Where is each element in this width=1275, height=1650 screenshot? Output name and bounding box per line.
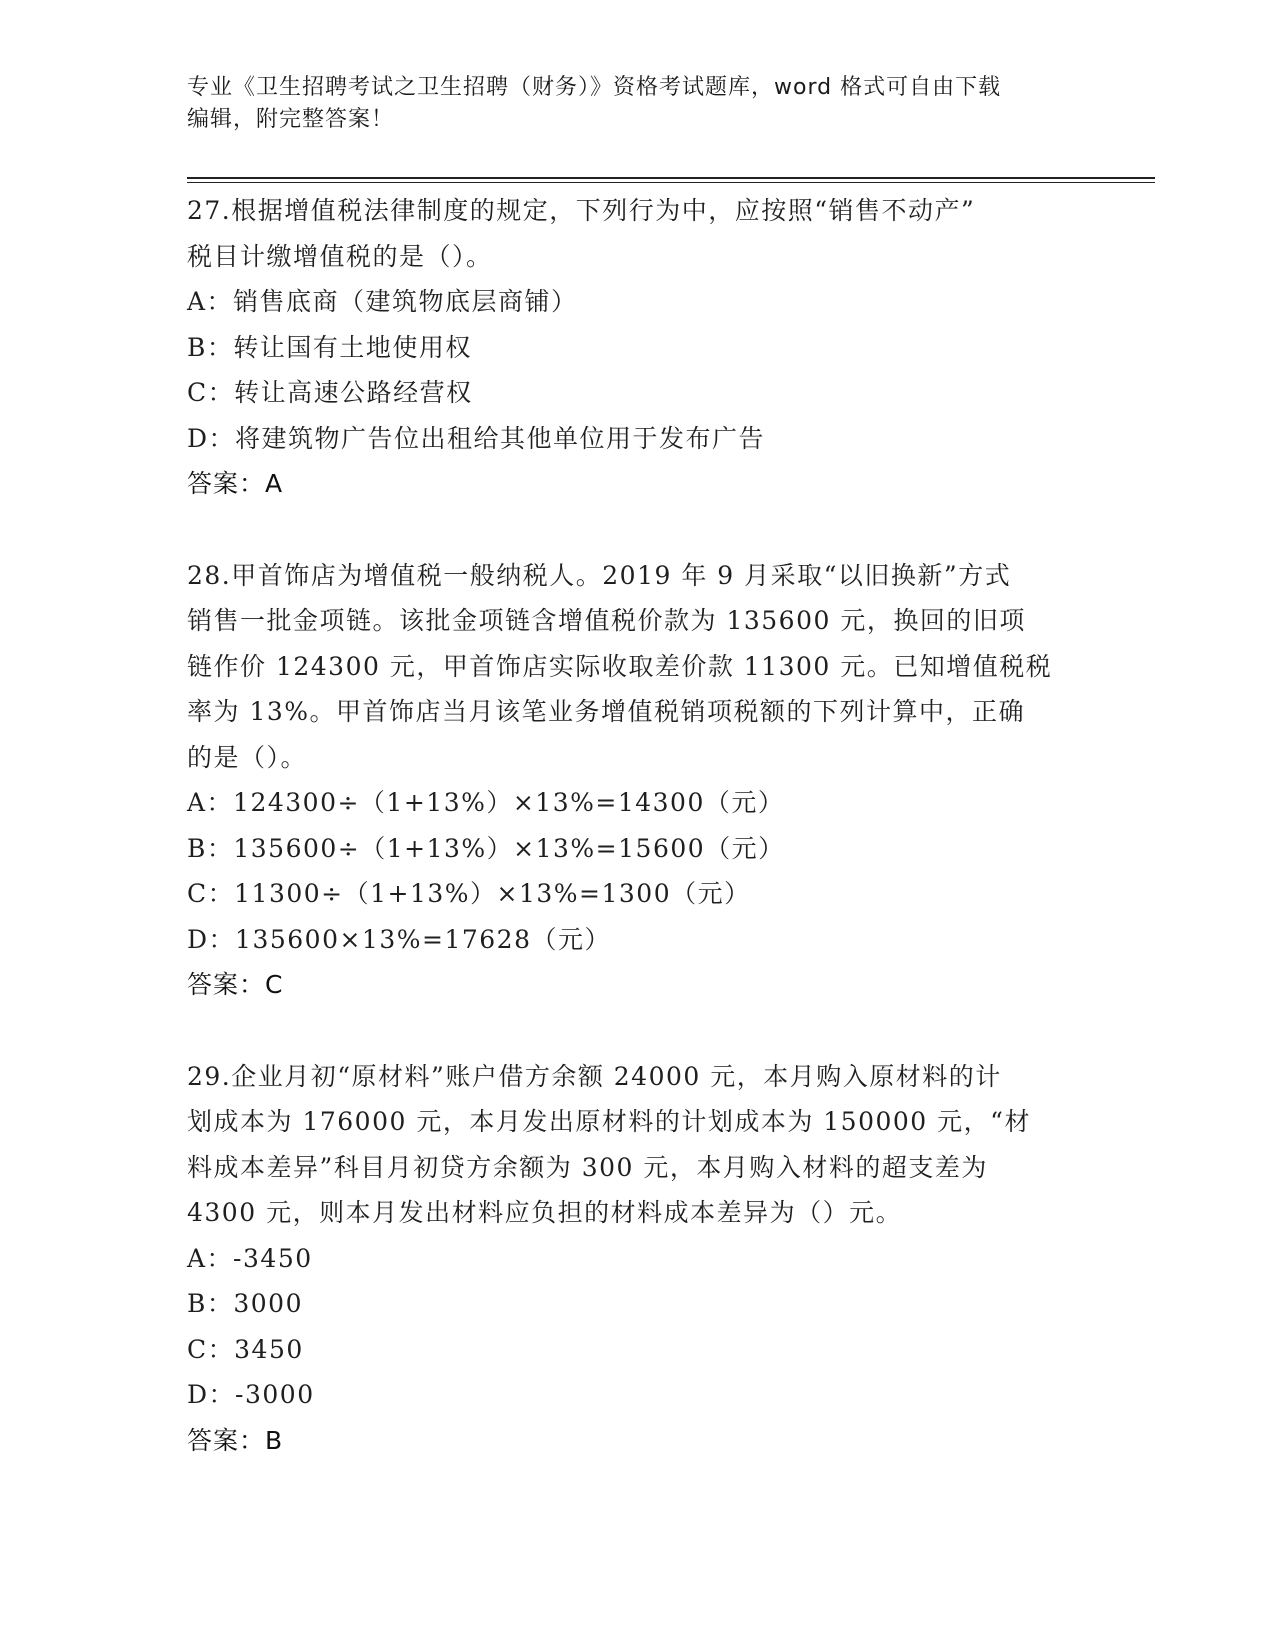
option-d: D：-3000 <box>187 1380 315 1409</box>
option-a: A：124300÷（1+13%）×13%=14300（元） <box>187 788 785 817</box>
page-header <box>187 72 1087 136</box>
option-b: B：转让国有土地使用权 <box>187 332 472 362</box>
question-list <box>187 188 1087 1509</box>
answer: 答案：B <box>187 1425 284 1455</box>
question-text-line: 链作价 124300 元，甲首饰店实际收取差价款 11300 元。已知增值税税 <box>187 651 1053 681</box>
header-line-1: 专业《卫生招聘考试之卫生招聘（财务）》资格考试题库，word 格式可自由下载 <box>187 75 1002 100</box>
option-b: B：135600÷（1+13%）×13%=15600（元） <box>187 833 785 863</box>
option-d: D：135600×13%=17628（元） <box>187 924 611 954</box>
answer: 答案：C <box>187 970 284 999</box>
option-d: D：将建筑物广告位出租给其他单位用于发布广告 <box>187 423 766 453</box>
question-text-line: 的是（）。 <box>187 742 308 772</box>
question-text-line: 27.根据增值税法律制度的规定，下列行为中，应按照“销售不动产” <box>187 196 976 225</box>
question-text-line: 税目计缴增值税的是（）。 <box>187 241 493 271</box>
option-c: C：11300÷（1+13%）×13%=1300（元） <box>187 879 751 908</box>
option-c: C：3450 <box>187 1334 304 1364</box>
header-divider-thin <box>187 182 1155 183</box>
option-a: A：-3450 <box>187 1243 313 1273</box>
answer: 答案：A <box>187 469 284 498</box>
option-c: C：转让高速公路经营权 <box>187 378 473 407</box>
question-28 <box>187 553 1087 1008</box>
header-line-2: 编辑，附完整答案！ <box>187 107 395 132</box>
header-divider-thick <box>187 177 1155 179</box>
question-text-line: 销售一批金项链。该批金项链含增值税价款为 135600 元，换回的旧项 <box>187 606 1026 635</box>
question-text-line: 4300 元，则本月发出材料应负担的材料成本差异为（）元。 <box>187 1198 903 1227</box>
question-27 <box>187 188 1087 507</box>
option-b: B：3000 <box>187 1289 303 1318</box>
question-text-line: 率为 13%。甲首饰店当月该笔业务增值税销项税额的下列计算中，正确 <box>187 697 1026 726</box>
option-a: A：销售底商（建筑物底层商铺） <box>187 287 578 316</box>
question-text-line: 28.甲首饰店为增值税一般纳税人。2019 年 9 月采取“以旧换新”方式 <box>187 560 1012 590</box>
question-text-line: 划成本为 176000 元，本月发出原材料的计划成本为 150000 元，“材 <box>187 1107 1031 1136</box>
question-text-line: 29.企业月初“原材料”账户借方余额 24000 元，本月购入原材料的计 <box>187 1061 1002 1091</box>
question-29 <box>187 1054 1087 1464</box>
question-text-line: 料成本差异”科目月初贷方余额为 300 元，本月购入材料的超支差为 <box>187 1152 988 1182</box>
